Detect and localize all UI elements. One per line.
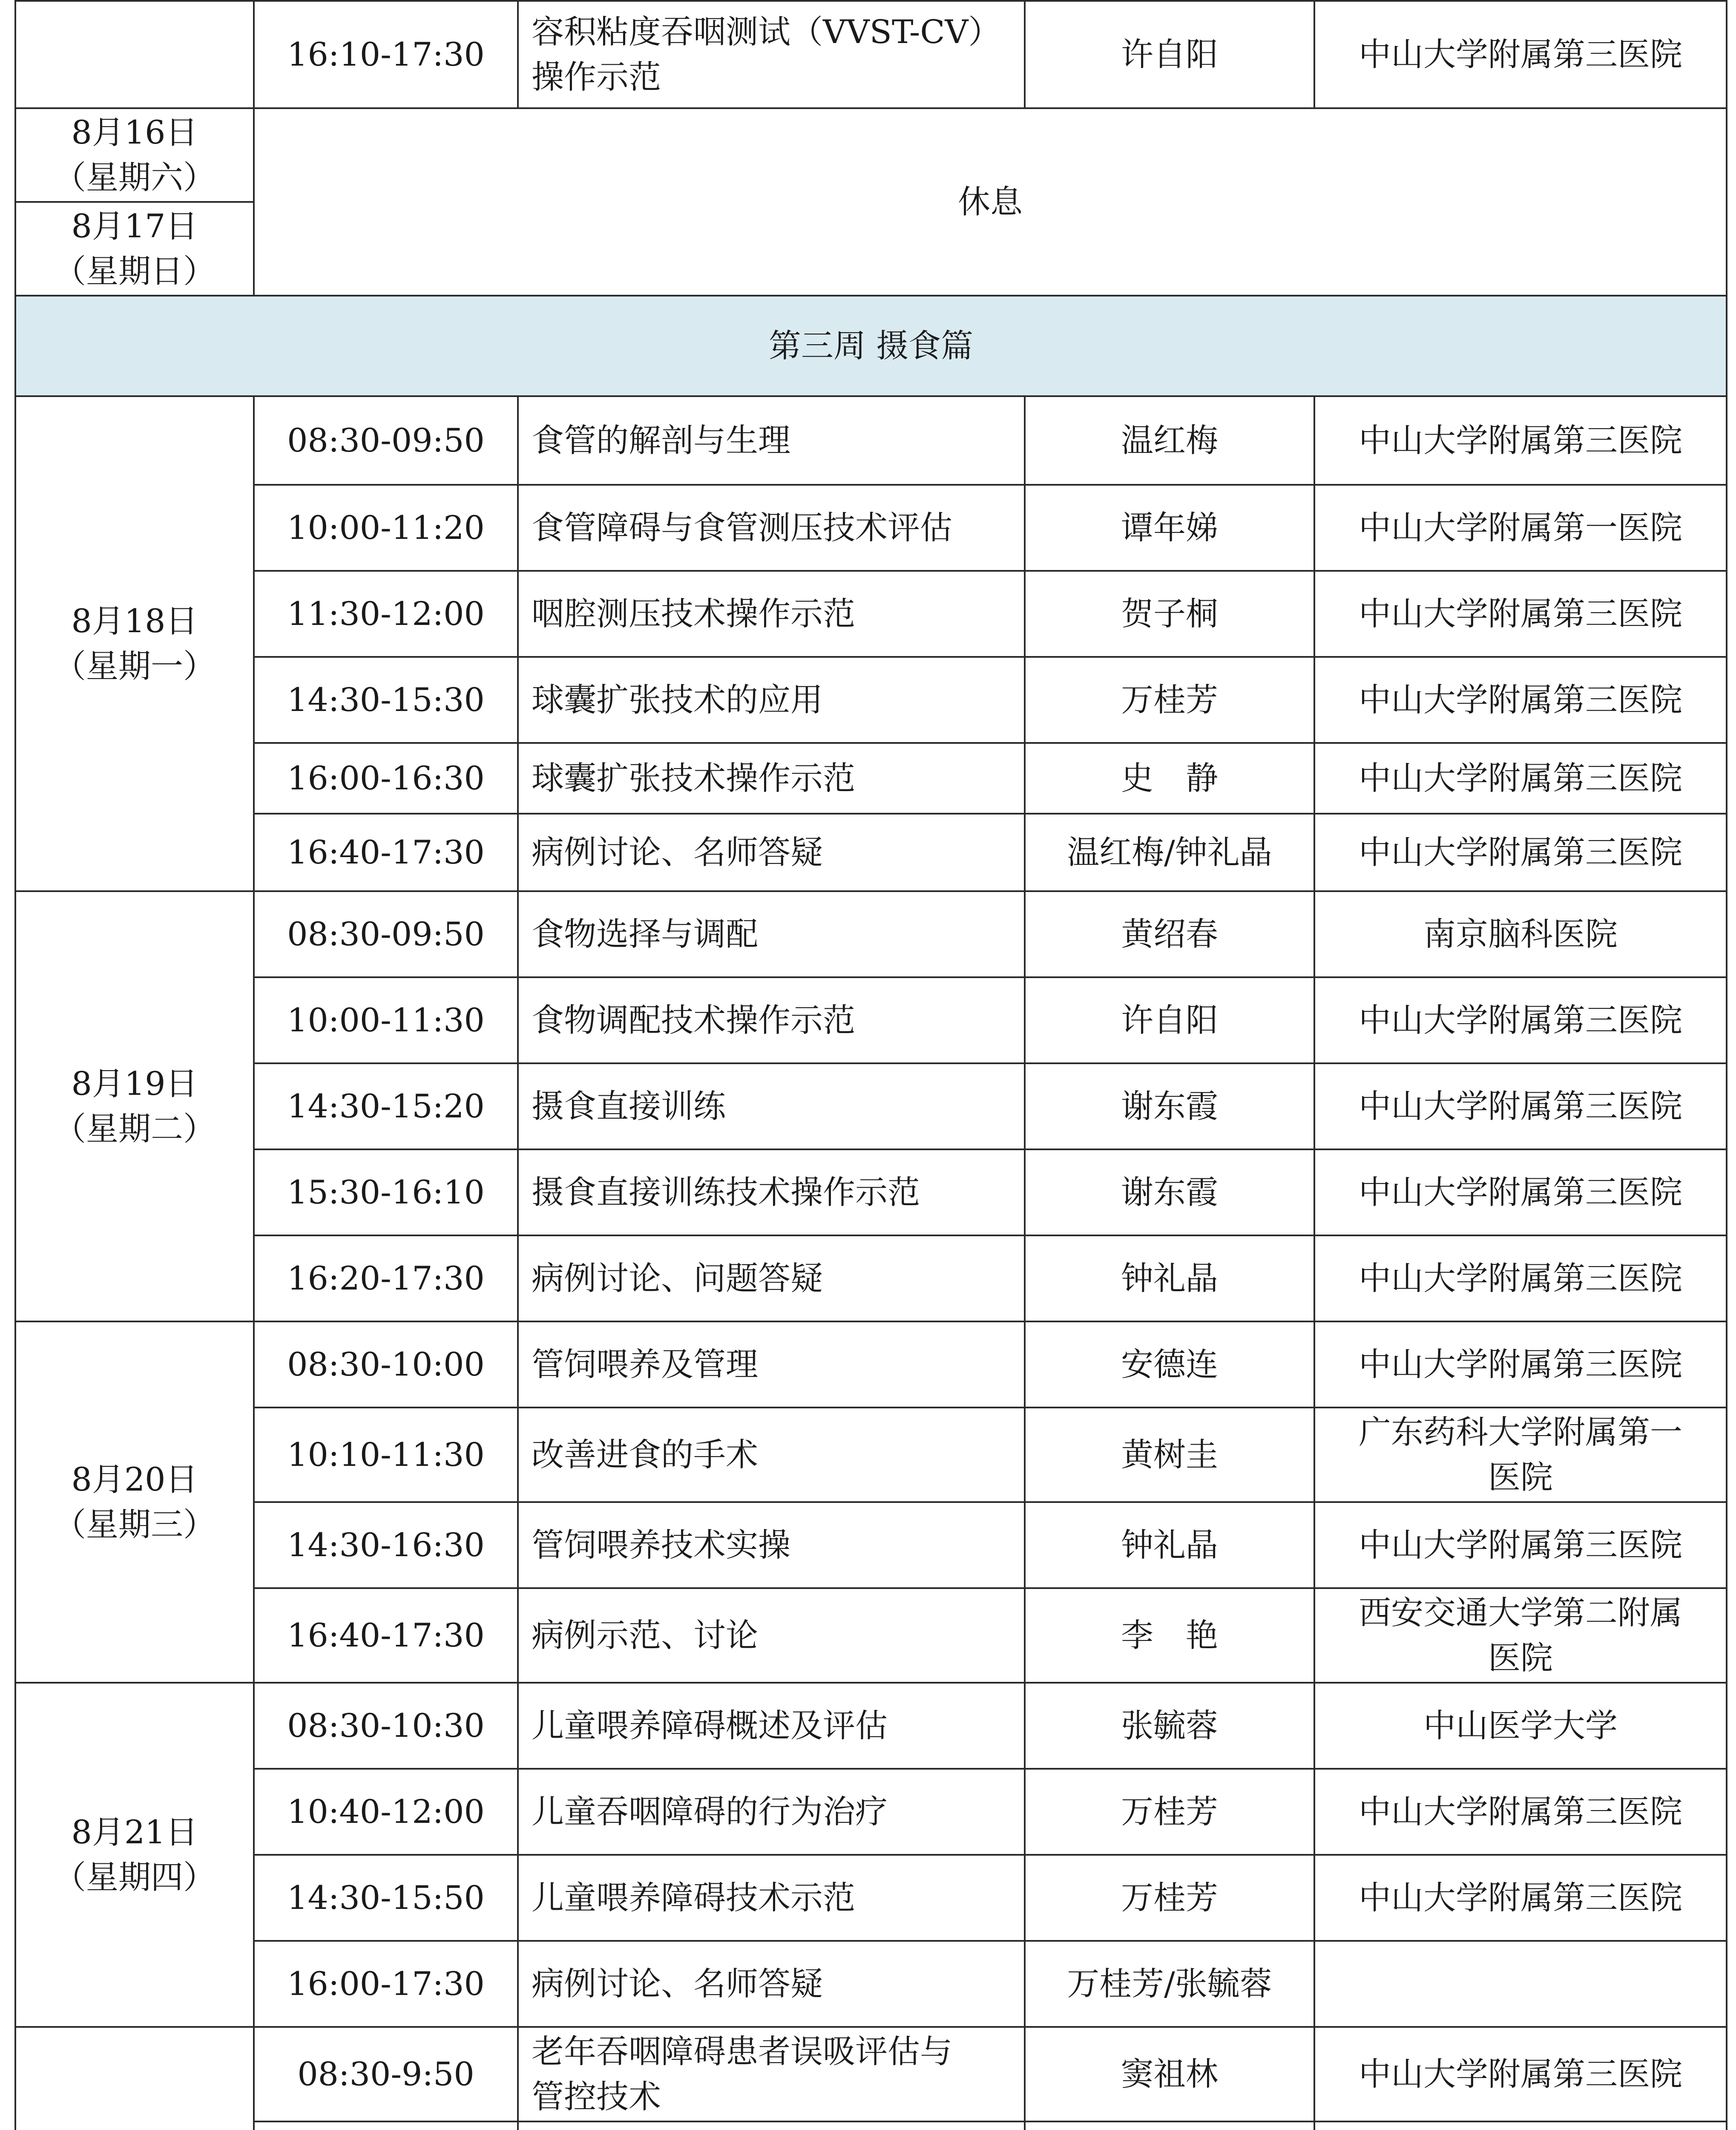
- session-institution: [1314, 891, 1727, 977]
- date-cell: [15, 202, 254, 296]
- session-topic: [518, 571, 1025, 657]
- institution-line: 中山医学大学: [1423, 1706, 1618, 1744]
- session-speaker: 钟礼晶: [1025, 1502, 1314, 1588]
- session-speaker: 万桂芳: [1025, 1855, 1314, 1941]
- institution-line: 西安交通大学第二附属: [1359, 1593, 1682, 1632]
- date-cell: [15, 1683, 254, 2027]
- institution-line: 中山大学附属第三医院: [1359, 1259, 1682, 1297]
- weekday-label: （星期二）: [54, 1110, 216, 1148]
- topic-line: 病例示范、讨论: [532, 1616, 758, 1654]
- institution-line: 中山大学附属第三医院: [1359, 1878, 1682, 1917]
- session-institution: [1314, 2027, 1727, 2121]
- session-topic: [518, 1588, 1025, 1683]
- session-topic: [518, 1502, 1025, 1588]
- session-institution: [1314, 743, 1727, 814]
- session-institution: [1314, 1769, 1727, 1855]
- week-header: 第三周 摄食篇: [15, 296, 1727, 396]
- session-speaker: 黄树圭: [1025, 1408, 1314, 1502]
- session-speaker: 温红梅: [1025, 396, 1314, 485]
- topic-line: 改善进食的手术: [532, 1435, 758, 1474]
- topic-line: 咽腔测压技术操作示范: [532, 594, 855, 633]
- session-time: 16:10-17:30: [254, 1, 518, 108]
- table-row: [15, 2121, 1727, 2130]
- weekday-label: （星期一）: [54, 647, 216, 685]
- institution-line: 医院: [1488, 1458, 1553, 1496]
- session-topic: [518, 1, 1025, 108]
- session-time: 15:30-16:10: [254, 1149, 518, 1235]
- session-time: 10:10-11:30: [254, 1408, 518, 1502]
- institution-line: 中山大学附属第一医院: [1359, 508, 1682, 547]
- weekday-label: （星期日）: [54, 252, 216, 290]
- session-time: 16:00-16:30: [254, 743, 518, 814]
- session-institution: [1314, 485, 1727, 571]
- table-row: [15, 1063, 1727, 1149]
- topic-line: 病例讨论、名师答疑: [532, 833, 823, 871]
- table-row: [15, 1855, 1727, 1941]
- session-topic: [518, 1149, 1025, 1235]
- session-institution: [1314, 2121, 1727, 2130]
- table-row: [15, 891, 1727, 977]
- institution-line: 中山大学附属第三医院: [1359, 594, 1682, 633]
- table-row: [15, 1149, 1727, 1235]
- session-time: 14:30-15:20: [254, 1063, 518, 1149]
- session-topic: [518, 814, 1025, 891]
- topic-line: 儿童吞咽障碍的行为治疗: [532, 1792, 888, 1831]
- table-row: [15, 1, 1727, 108]
- session-institution: [1314, 1683, 1727, 1769]
- session-speaker: 谢东霞: [1025, 1149, 1314, 1235]
- institution-line: 中山大学附属第三医院: [1359, 680, 1682, 719]
- table-row: [15, 1408, 1727, 1502]
- date-label: 8月17日: [71, 207, 198, 245]
- topic-line: 摄食直接训练: [532, 1087, 726, 1125]
- session-time: 08:30-09:50: [254, 891, 518, 977]
- session-speaker: 许自阳: [1025, 1, 1314, 108]
- topic-line: 食管障碍与食管测压技术评估: [532, 508, 952, 547]
- session-institution: [1314, 1408, 1727, 1502]
- session-time: 16:20-17:30: [254, 1235, 518, 1321]
- date-label: 8月19日: [71, 1064, 198, 1102]
- session-speaker: 史 静: [1025, 743, 1314, 814]
- session-institution: [1314, 396, 1727, 485]
- weekday-label: （星期四）: [54, 1858, 216, 1896]
- session-topic: [518, 1321, 1025, 1408]
- date-cell: [15, 1321, 254, 1683]
- session-topic: [518, 2027, 1025, 2121]
- session-institution: [1314, 1855, 1727, 1941]
- institution-line: 南京脑科医院: [1423, 915, 1618, 953]
- table-row: [15, 1769, 1727, 1855]
- session-institution: [1314, 1588, 1727, 1683]
- date-label: 8月18日: [71, 602, 198, 640]
- session-time: 16:40-17:30: [254, 1588, 518, 1683]
- topic-line: 容积粘度吞咽测试（VVST-CV）: [532, 12, 1001, 51]
- table-row: [15, 1683, 1727, 1769]
- session-speaker: 钟礼晶: [1025, 1235, 1314, 1321]
- session-topic: [518, 1683, 1025, 1769]
- session-time: 10:40-12:00: [254, 1769, 518, 1855]
- session-institution: [1314, 657, 1727, 743]
- session-speaker: 谭年娣: [1025, 485, 1314, 571]
- session-topic: [518, 396, 1025, 485]
- institution-line: 中山大学附属第三医院: [1359, 1173, 1682, 1211]
- date-cell: [15, 396, 254, 891]
- session-speaker: 许自阳: [1025, 977, 1314, 1063]
- date-cell: [15, 891, 254, 1321]
- topic-line: 老年吞咽障碍患者误吸评估与: [532, 2032, 952, 2070]
- session-time: 14:30-15:30: [254, 657, 518, 743]
- session-time: 16:00-17:30: [254, 1941, 518, 2027]
- table-row: [15, 1941, 1727, 2027]
- institution-line: 医院: [1488, 1639, 1553, 1677]
- topic-line: 球囊扩张技术的应用: [532, 680, 823, 719]
- institution-line: 中山大学附属第三医院: [1359, 1526, 1682, 1564]
- institution-line: 中山大学附属第三医院: [1359, 1087, 1682, 1125]
- schedule-page: [14, 0, 1726, 2130]
- table-row: [15, 814, 1727, 891]
- topic-line: 管饲喂养技术实操: [532, 1526, 790, 1564]
- session-topic: [518, 1855, 1025, 1941]
- session-time: [254, 2121, 518, 2130]
- session-speaker: 窦祖林: [1025, 2027, 1314, 2121]
- rest-label: 休息: [254, 108, 1727, 296]
- date-cell: [15, 2027, 254, 2130]
- session-institution: [1314, 1063, 1727, 1149]
- table-row: [15, 743, 1727, 814]
- weekday-label: （星期三）: [54, 1505, 216, 1543]
- topic-line: 摄食直接训练技术操作示范: [532, 1173, 920, 1211]
- institution-line: 中山大学附属第三医院: [1359, 2055, 1682, 2093]
- session-time: 08:30-10:00: [254, 1321, 518, 1408]
- topic-line: 操作示范: [532, 58, 661, 96]
- topic-line: 管饲喂养及管理: [532, 1345, 758, 1383]
- session-speaker: 李 艳: [1025, 1588, 1314, 1683]
- table-row: [15, 2027, 1727, 2121]
- table-row: [15, 485, 1727, 571]
- topic-line: 食管的解剖与生理: [532, 421, 790, 459]
- session-time: 16:40-17:30: [254, 814, 518, 891]
- session-time: 11:30-12:00: [254, 571, 518, 657]
- table-row: [15, 1321, 1727, 1408]
- institution-line: 中山大学附属第三医院: [1359, 1345, 1682, 1383]
- topic-line: 病例讨论、问题答疑: [532, 1259, 823, 1297]
- session-topic: [518, 1408, 1025, 1502]
- session-topic: [518, 1235, 1025, 1321]
- session-speaker: 万桂芳: [1025, 657, 1314, 743]
- institution-line: 中山大学附属第三医院: [1359, 421, 1682, 459]
- table-row: [15, 396, 1727, 485]
- session-time: 08:30-10:30: [254, 1683, 518, 1769]
- session-institution: [1314, 571, 1727, 657]
- topic-line: 食物选择与调配: [532, 915, 758, 953]
- session-time: 10:00-11:20: [254, 485, 518, 571]
- weekday-label: （星期六）: [54, 158, 216, 196]
- session-institution: [1314, 1321, 1727, 1408]
- institution-line: 中山大学附属第三医院: [1359, 759, 1682, 797]
- session-time: 14:30-16:30: [254, 1502, 518, 1588]
- session-speaker: 万桂芳/张毓蓉: [1025, 1941, 1314, 2027]
- date-cell-empty: [15, 1, 254, 108]
- session-speaker: 安德连: [1025, 1321, 1314, 1408]
- session-speaker: 贺子桐: [1025, 571, 1314, 657]
- session-topic: [518, 485, 1025, 571]
- session-topic: [518, 891, 1025, 977]
- topic-line: 病例讨论、名师答疑: [532, 1964, 823, 2003]
- session-topic: [518, 743, 1025, 814]
- table-row: [15, 977, 1727, 1063]
- topic-line: 儿童喂养障碍概述及评估: [532, 1706, 888, 1744]
- week-header-row: [15, 296, 1727, 396]
- session-topic: [518, 657, 1025, 743]
- date-cell: [15, 108, 254, 202]
- session-topic: [518, 1769, 1025, 1855]
- institution-line: 中山大学附属第三医院: [1359, 833, 1682, 871]
- session-time: 14:30-15:50: [254, 1855, 518, 1941]
- session-institution: [1314, 1149, 1727, 1235]
- session-institution: 中山大学附属第三医院: [1314, 1, 1727, 108]
- table-row: [15, 1235, 1727, 1321]
- session-speaker: 张毓蓉: [1025, 1683, 1314, 1769]
- session-institution: [1314, 977, 1727, 1063]
- session-speaker: 谢东霞: [1025, 1063, 1314, 1149]
- session-speaker: 黄绍春: [1025, 891, 1314, 977]
- session-institution: [1314, 814, 1727, 891]
- table-row: [15, 657, 1727, 743]
- topic-line: 食物调配技术操作示范: [532, 1001, 855, 1039]
- institution-line: 中山大学附属第三医院: [1359, 1001, 1682, 1039]
- session-time: 08:30-09:50: [254, 396, 518, 485]
- session-institution: [1314, 1235, 1727, 1321]
- session-time: 08:30-9:50: [254, 2027, 518, 2121]
- session-speaker: [1025, 2121, 1314, 2130]
- schedule-table: [14, 0, 1727, 2130]
- session-topic: [518, 1941, 1025, 2027]
- institution-line: 广东药科大学附属第一: [1359, 1413, 1682, 1451]
- session-speaker: 万桂芳: [1025, 1769, 1314, 1855]
- table-row: [15, 571, 1727, 657]
- session-topic: [518, 1063, 1025, 1149]
- rest-row: [15, 108, 1727, 202]
- institution-line: 中山大学附属第三医院: [1359, 1792, 1682, 1831]
- session-institution: [1314, 1502, 1727, 1588]
- session-topic: [518, 977, 1025, 1063]
- session-topic: [518, 2121, 1025, 2130]
- topic-line: 球囊扩张技术操作示范: [532, 759, 855, 797]
- date-label: 8月20日: [71, 1460, 198, 1498]
- date-label: 8月16日: [71, 113, 198, 151]
- session-time: 10:00-11:30: [254, 977, 518, 1063]
- table-row: [15, 1502, 1727, 1588]
- table-row: [15, 1588, 1727, 1683]
- session-speaker: 温红梅/钟礼晶: [1025, 814, 1314, 891]
- date-label: 8月21日: [71, 1813, 198, 1851]
- topic-line: 管控技术: [532, 2078, 661, 2116]
- topic-line: 儿童喂养障碍技术示范: [532, 1878, 855, 1917]
- session-institution: [1314, 1941, 1727, 2027]
